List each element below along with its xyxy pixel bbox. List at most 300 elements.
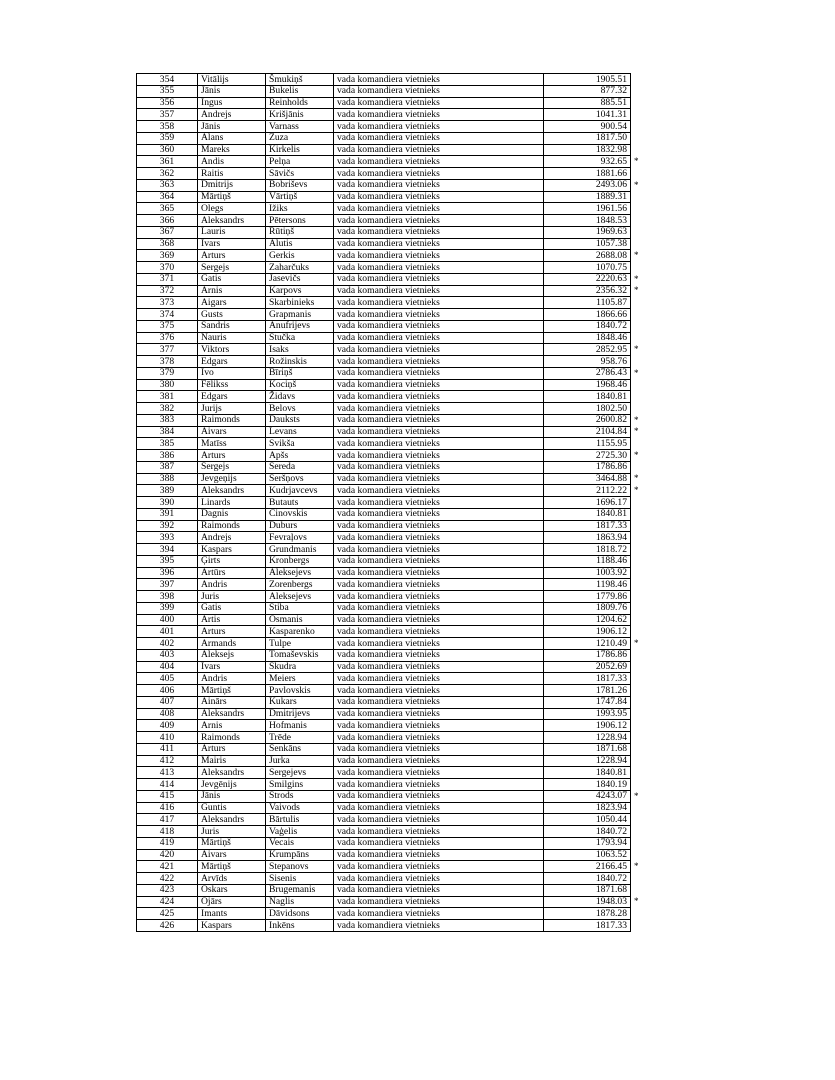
last-name-cell: Naglis	[266, 896, 334, 908]
row-number-cell: 407	[137, 696, 198, 708]
position-cell: vada komandiera vietnieks	[334, 826, 544, 838]
amount-cell: 1840.72	[544, 873, 631, 885]
last-name-cell: Kronbergs	[266, 555, 334, 567]
first-name-cell: Matīss	[198, 438, 266, 450]
first-name-cell: Jevgēnijs	[198, 779, 266, 791]
amount-cell: 1003.92	[544, 567, 631, 579]
row-number-cell: 357	[137, 109, 198, 121]
first-name-cell: Sandris	[198, 320, 266, 332]
table-row	[137, 332, 643, 344]
last-name-cell: Karpovs	[266, 285, 334, 297]
first-name-cell: Arturs	[198, 743, 266, 755]
position-cell: vada komandiera vietnieks	[334, 332, 544, 344]
amount-cell: 885.51	[544, 97, 631, 109]
last-name-cell: Rožinskis	[266, 356, 334, 368]
table-row	[137, 696, 643, 708]
first-name-cell: Aleksandrs	[198, 215, 266, 227]
last-name-cell: Pavlovskis	[266, 685, 334, 697]
position-cell: vada komandiera vietnieks	[334, 85, 544, 97]
row-number-cell: 399	[137, 602, 198, 614]
amount-cell: 1863.94	[544, 532, 631, 544]
position-cell: vada komandiera vietnieks	[334, 285, 544, 297]
table-row	[137, 391, 643, 403]
table-row	[137, 450, 643, 462]
roster-table-body	[137, 74, 643, 932]
table-row	[137, 649, 643, 661]
table-row	[137, 379, 643, 391]
last-name-cell: Tulpe	[266, 638, 334, 650]
amount-cell: 1793.94	[544, 837, 631, 849]
last-name-cell: Meiers	[266, 673, 334, 685]
position-cell: vada komandiera vietnieks	[334, 920, 544, 932]
position-cell: vada komandiera vietnieks	[334, 121, 544, 133]
row-number-cell: 372	[137, 285, 198, 297]
position-cell: vada komandiera vietnieks	[334, 544, 544, 556]
position-cell: vada komandiera vietnieks	[334, 367, 544, 379]
last-name-cell: Krišjānis	[266, 109, 334, 121]
position-cell: vada komandiera vietnieks	[334, 696, 544, 708]
position-cell: vada komandiera vietnieks	[334, 273, 544, 285]
last-name-cell: Bobriševs	[266, 179, 334, 191]
position-cell: vada komandiera vietnieks	[334, 426, 544, 438]
amount-cell: 877.32	[544, 85, 631, 97]
table-row	[137, 591, 643, 603]
footnote-mark	[631, 297, 643, 309]
table-row	[137, 884, 643, 896]
footnote-mark	[631, 779, 643, 791]
footnote-mark	[631, 884, 643, 896]
footnote-mark	[631, 144, 643, 156]
position-cell: vada komandiera vietnieks	[334, 191, 544, 203]
first-name-cell: Arturs	[198, 450, 266, 462]
row-number-cell: 409	[137, 720, 198, 732]
table-row	[137, 85, 643, 97]
amount-cell: 1889.31	[544, 191, 631, 203]
amount-cell: 1906.12	[544, 626, 631, 638]
footnote-mark: *	[634, 156, 639, 167]
row-number-cell: 382	[137, 403, 198, 415]
footnote-mark	[631, 743, 643, 755]
last-name-cell: Sergejevs	[266, 767, 334, 779]
position-cell: vada komandiera vietnieks	[334, 74, 544, 86]
position-cell: vada komandiera vietnieks	[334, 132, 544, 144]
footnote-mark	[631, 826, 643, 838]
last-name-cell: Bukelis	[266, 85, 334, 97]
amount-cell: 1781.26	[544, 685, 631, 697]
footnote-mark	[631, 226, 643, 238]
amount-cell: 2852.95	[544, 344, 631, 356]
row-number-cell: 400	[137, 614, 198, 626]
footnote-mark	[631, 497, 643, 509]
footnote-mark	[631, 908, 643, 920]
first-name-cell: Gatis	[198, 273, 266, 285]
last-name-cell: Brugemanis	[266, 884, 334, 896]
last-name-cell: Apšs	[266, 450, 334, 462]
first-name-cell: Andrejs	[198, 532, 266, 544]
table-row	[137, 497, 643, 509]
table-row	[137, 579, 643, 591]
last-name-cell: Jurka	[266, 755, 334, 767]
row-number-cell: 419	[137, 837, 198, 849]
footnote-mark	[631, 109, 643, 121]
last-name-cell: Trēde	[266, 732, 334, 744]
amount-cell: 1840.72	[544, 826, 631, 838]
position-cell: vada komandiera vietnieks	[334, 673, 544, 685]
position-cell: vada komandiera vietnieks	[334, 614, 544, 626]
table-row	[137, 461, 643, 473]
row-number-cell: 416	[137, 802, 198, 814]
table-row	[137, 708, 643, 720]
amount-cell: 1840.72	[544, 320, 631, 332]
row-number-cell: 359	[137, 132, 198, 144]
last-name-cell: Vaivods	[266, 802, 334, 814]
first-name-cell: Mārtiņš	[198, 685, 266, 697]
position-cell: vada komandiera vietnieks	[334, 473, 544, 485]
row-number-cell: 421	[137, 861, 198, 873]
last-name-cell: Dauksts	[266, 414, 334, 426]
last-name-cell: Varnass	[266, 121, 334, 133]
first-name-cell: Oskars	[198, 884, 266, 896]
position-cell: vada komandiera vietnieks	[334, 814, 544, 826]
row-number-cell: 417	[137, 814, 198, 826]
row-number-cell: 358	[137, 121, 198, 133]
amount-cell: 1050.44	[544, 814, 631, 826]
position-cell: vada komandiera vietnieks	[334, 837, 544, 849]
position-cell: vada komandiera vietnieks	[334, 720, 544, 732]
amount-cell: 1993.95	[544, 708, 631, 720]
table-row	[137, 767, 643, 779]
amount-cell: 2112.22	[544, 485, 631, 497]
row-number-cell: 367	[137, 226, 198, 238]
amount-cell: 1228.94	[544, 732, 631, 744]
first-name-cell: Aivars	[198, 426, 266, 438]
row-number-cell: 376	[137, 332, 198, 344]
footnote-mark	[631, 309, 643, 321]
table-row	[137, 779, 643, 791]
last-name-cell: Kasparenko	[266, 626, 334, 638]
first-name-cell: Arnis	[198, 285, 266, 297]
first-name-cell: Armands	[198, 638, 266, 650]
footnote-mark	[631, 438, 643, 450]
first-name-cell: Mareks	[198, 144, 266, 156]
table-row	[137, 673, 643, 685]
amount-cell: 1817.33	[544, 520, 631, 532]
row-number-cell: 386	[137, 450, 198, 462]
footnote-mark	[631, 614, 643, 626]
row-number-cell: 371	[137, 273, 198, 285]
table-row	[137, 508, 643, 520]
first-name-cell: Nauris	[198, 332, 266, 344]
position-cell: vada komandiera vietnieks	[334, 97, 544, 109]
first-name-cell: Andris	[198, 579, 266, 591]
position-cell: vada komandiera vietnieks	[334, 262, 544, 274]
first-name-cell: Ainārs	[198, 696, 266, 708]
amount-cell: 1155.95	[544, 438, 631, 450]
footnote-mark	[631, 121, 643, 133]
last-name-cell: Bārtulis	[266, 814, 334, 826]
position-cell: vada komandiera vietnieks	[334, 732, 544, 744]
footnote-mark: *	[634, 473, 639, 484]
table-row	[137, 168, 643, 180]
footnote-mark	[631, 391, 643, 403]
footnote-mark	[631, 708, 643, 720]
row-number-cell: 383	[137, 414, 198, 426]
footnote-mark	[631, 649, 643, 661]
row-number-cell: 418	[137, 826, 198, 838]
amount-cell: 2688.08	[544, 250, 631, 262]
table-row	[137, 273, 643, 285]
position-cell: vada komandiera vietnieks	[334, 755, 544, 767]
last-name-cell: Isaks	[266, 344, 334, 356]
position-cell: vada komandiera vietnieks	[334, 896, 544, 908]
last-name-cell: Osmanis	[266, 614, 334, 626]
position-cell: vada komandiera vietnieks	[334, 591, 544, 603]
footnote-mark	[631, 626, 643, 638]
footnote-mark: *	[634, 637, 639, 648]
amount-cell: 1948.03	[544, 896, 631, 908]
position-cell: vada komandiera vietnieks	[334, 320, 544, 332]
amount-cell: 2356.32	[544, 285, 631, 297]
table-row	[137, 567, 643, 579]
last-name-cell: Inkēns	[266, 920, 334, 932]
amount-cell: 4243.07	[544, 790, 631, 802]
first-name-cell: Fēlikss	[198, 379, 266, 391]
first-name-cell: Aleksandrs	[198, 814, 266, 826]
footnote-mark	[631, 403, 643, 415]
footnote-mark	[631, 873, 643, 885]
amount-cell: 1969.63	[544, 226, 631, 238]
last-name-cell: Dāvidsons	[266, 908, 334, 920]
last-name-cell: Grundmanis	[266, 544, 334, 556]
row-number-cell: 354	[137, 74, 198, 86]
first-name-cell: Kaspars	[198, 920, 266, 932]
position-cell: vada komandiera vietnieks	[334, 508, 544, 520]
table-row	[137, 790, 643, 802]
first-name-cell: Aleksandrs	[198, 485, 266, 497]
row-number-cell: 397	[137, 579, 198, 591]
position-cell: vada komandiera vietnieks	[334, 520, 544, 532]
row-number-cell: 398	[137, 591, 198, 603]
row-number-cell: 420	[137, 849, 198, 861]
table-row	[137, 121, 643, 133]
amount-cell: 2786.43	[544, 367, 631, 379]
position-cell: vada komandiera vietnieks	[334, 579, 544, 591]
amount-cell: 1210.49	[544, 638, 631, 650]
first-name-cell: Jurijs	[198, 403, 266, 415]
first-name-cell: Artūrs	[198, 567, 266, 579]
footnote-mark	[631, 379, 643, 391]
last-name-cell: Aleksejevs	[266, 591, 334, 603]
amount-cell: 1840.81	[544, 767, 631, 779]
amount-cell: 1809.76	[544, 602, 631, 614]
table-row	[137, 132, 643, 144]
first-name-cell: Guntis	[198, 802, 266, 814]
table-row	[137, 309, 643, 321]
first-name-cell: Linards	[198, 497, 266, 509]
row-number-cell: 375	[137, 320, 198, 332]
table-row	[137, 743, 643, 755]
position-cell: vada komandiera vietnieks	[334, 649, 544, 661]
last-name-cell: Stiba	[266, 602, 334, 614]
amount-cell: 1848.46	[544, 332, 631, 344]
position-cell: vada komandiera vietnieks	[334, 379, 544, 391]
table-row	[137, 238, 643, 250]
position-cell: vada komandiera vietnieks	[334, 309, 544, 321]
row-number-cell: 391	[137, 508, 198, 520]
first-name-cell: Juris	[198, 591, 266, 603]
last-name-cell: Kirkelis	[266, 144, 334, 156]
position-cell: vada komandiera vietnieks	[334, 485, 544, 497]
last-name-cell: Strods	[266, 790, 334, 802]
table-row	[137, 262, 643, 274]
amount-cell: 1696.17	[544, 497, 631, 509]
footnote-mark	[631, 215, 643, 227]
first-name-cell: Ivars	[198, 661, 266, 673]
footnote-mark	[631, 203, 643, 215]
position-cell: vada komandiera vietnieks	[334, 297, 544, 309]
row-number-cell: 411	[137, 743, 198, 755]
row-number-cell: 405	[137, 673, 198, 685]
amount-cell: 2104.84	[544, 426, 631, 438]
position-cell: vada komandiera vietnieks	[334, 884, 544, 896]
last-name-cell: Levans	[266, 426, 334, 438]
row-number-cell: 424	[137, 896, 198, 908]
footnote-mark	[631, 520, 643, 532]
table-row	[137, 403, 643, 415]
position-cell: vada komandiera vietnieks	[334, 567, 544, 579]
amount-cell: 1823.94	[544, 802, 631, 814]
footnote-mark: *	[634, 250, 639, 261]
last-name-cell: Svikša	[266, 438, 334, 450]
first-name-cell: Ivars	[198, 238, 266, 250]
first-name-cell: Edgars	[198, 356, 266, 368]
last-name-cell: Tomaševskis	[266, 649, 334, 661]
table-row	[137, 826, 643, 838]
position-cell: vada komandiera vietnieks	[334, 461, 544, 473]
position-cell: vada komandiera vietnieks	[334, 179, 544, 191]
amount-cell: 900.54	[544, 121, 631, 133]
last-name-cell: Sisenis	[266, 873, 334, 885]
first-name-cell: Jevgeņijs	[198, 473, 266, 485]
position-cell: vada komandiera vietnieks	[334, 109, 544, 121]
amount-cell: 1871.68	[544, 743, 631, 755]
last-name-cell: Kukars	[266, 696, 334, 708]
first-name-cell: Raimonds	[198, 732, 266, 744]
position-cell: vada komandiera vietnieks	[334, 743, 544, 755]
footnote-mark: *	[634, 273, 639, 284]
row-number-cell: 389	[137, 485, 198, 497]
table-row	[137, 356, 643, 368]
amount-cell: 1188.46	[544, 555, 631, 567]
amount-cell: 1228.94	[544, 755, 631, 767]
table-row	[137, 849, 643, 861]
first-name-cell: Gusts	[198, 309, 266, 321]
footnote-mark: *	[634, 414, 639, 425]
last-name-cell: Ižiks	[266, 203, 334, 215]
table-row	[137, 426, 643, 438]
table-row	[137, 109, 643, 121]
row-number-cell: 413	[137, 767, 198, 779]
footnote-mark	[631, 673, 643, 685]
amount-cell: 1905.51	[544, 74, 631, 86]
position-cell: vada komandiera vietnieks	[334, 414, 544, 426]
amount-cell: 1779.86	[544, 591, 631, 603]
amount-cell: 1871.68	[544, 884, 631, 896]
amount-cell: 1070.75	[544, 262, 631, 274]
amount-cell: 2600.82	[544, 414, 631, 426]
position-cell: vada komandiera vietnieks	[334, 779, 544, 791]
first-name-cell: Mairis	[198, 755, 266, 767]
table-row	[137, 720, 643, 732]
last-name-cell: Belovs	[266, 403, 334, 415]
last-name-cell: Butauts	[266, 497, 334, 509]
amount-cell: 1866.66	[544, 309, 631, 321]
amount-cell: 1198.46	[544, 579, 631, 591]
amount-cell: 2493.06	[544, 179, 631, 191]
last-name-cell: Rūtiņš	[266, 226, 334, 238]
row-number-cell: 401	[137, 626, 198, 638]
row-number-cell: 384	[137, 426, 198, 438]
footnote-mark	[631, 696, 643, 708]
first-name-cell: Sergejs	[198, 262, 266, 274]
first-name-cell: Mārtiņš	[198, 191, 266, 203]
amount-cell: 958.76	[544, 356, 631, 368]
first-name-cell: Arturs	[198, 250, 266, 262]
row-number-cell: 423	[137, 884, 198, 896]
table-row	[137, 861, 643, 873]
position-cell: vada komandiera vietnieks	[334, 203, 544, 215]
footnote-mark	[631, 191, 643, 203]
amount-cell: 1840.19	[544, 779, 631, 791]
row-number-cell: 363	[137, 179, 198, 191]
row-number-cell: 426	[137, 920, 198, 932]
first-name-cell: Jānis	[198, 85, 266, 97]
amount-cell: 1818.72	[544, 544, 631, 556]
table-row	[137, 732, 643, 744]
position-cell: vada komandiera vietnieks	[334, 450, 544, 462]
row-number-cell: 365	[137, 203, 198, 215]
first-name-cell: Artis	[198, 614, 266, 626]
position-cell: vada komandiera vietnieks	[334, 497, 544, 509]
amount-cell: 1832.98	[544, 144, 631, 156]
table-row	[137, 191, 643, 203]
table-row	[137, 485, 643, 497]
last-name-cell: Bīriņš	[266, 367, 334, 379]
row-number-cell: 390	[137, 497, 198, 509]
last-name-cell: Anufrijevs	[266, 320, 334, 332]
row-number-cell: 380	[137, 379, 198, 391]
first-name-cell: Olegs	[198, 203, 266, 215]
row-number-cell: 370	[137, 262, 198, 274]
table-row	[137, 344, 643, 356]
row-number-cell: 374	[137, 309, 198, 321]
first-name-cell: Ivo	[198, 367, 266, 379]
footnote-mark: *	[634, 367, 639, 378]
table-row	[137, 438, 643, 450]
footnote-mark	[631, 837, 643, 849]
position-cell: vada komandiera vietnieks	[334, 661, 544, 673]
amount-cell: 1817.50	[544, 132, 631, 144]
row-number-cell: 395	[137, 555, 198, 567]
row-number-cell: 410	[137, 732, 198, 744]
last-name-cell: Jasevičs	[266, 273, 334, 285]
amount-cell: 2725.30	[544, 450, 631, 462]
first-name-cell: Jānis	[198, 790, 266, 802]
amount-cell: 1968.46	[544, 379, 631, 391]
position-cell: vada komandiera vietnieks	[334, 873, 544, 885]
position-cell: vada komandiera vietnieks	[334, 168, 544, 180]
first-name-cell: Jānis	[198, 121, 266, 133]
